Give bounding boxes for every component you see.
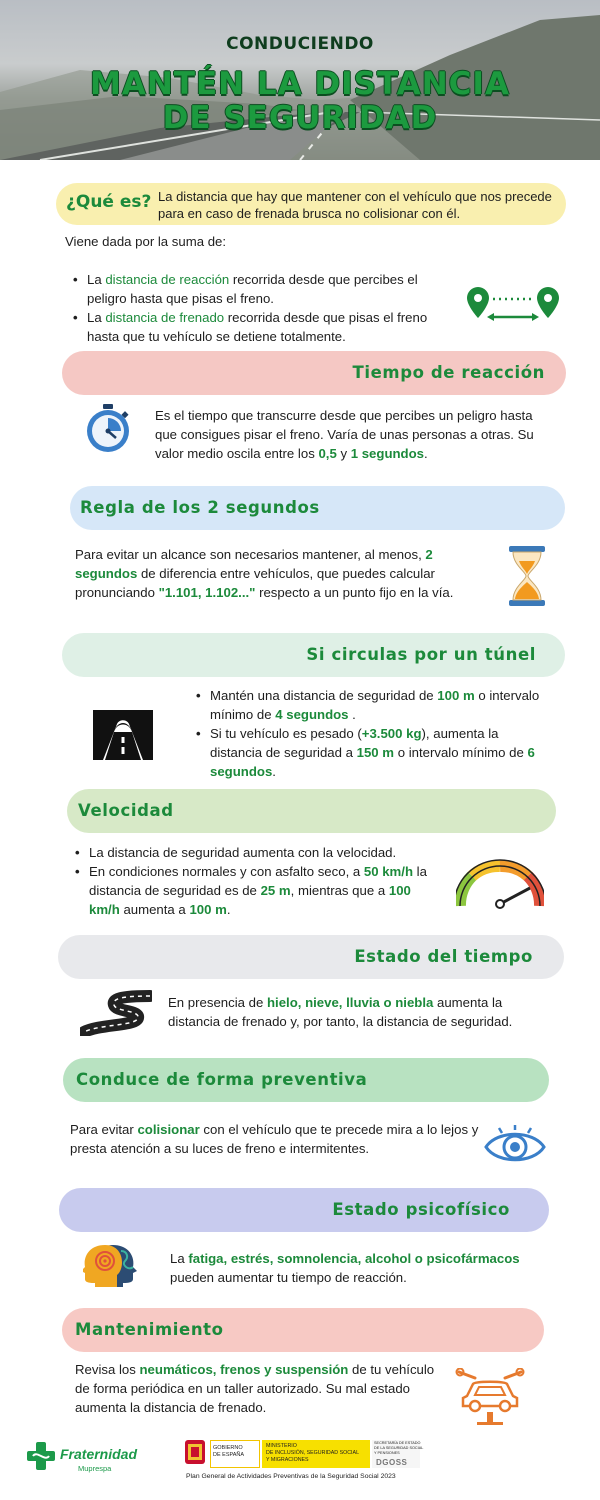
fraternidad-brand: Fraternidad [60, 1446, 138, 1462]
gov-label: GOBIERNO DE ESPAÑA [213, 1445, 245, 1458]
psychophysical-text: La fatiga, estrés, somnolencia, alcohol o psicofármacos pueden aumentar tu tiempo de reacción. [170, 1251, 520, 1285]
page-title-line1: MANTÉN LA DISTANCIA [90, 66, 510, 102]
sum-list [73, 270, 453, 346]
ministry-label: MINISTERIO DE INCLUSIÓN, SEGURIDAD SOCIAL Y MIGRACIONES [266, 1443, 360, 1463]
section-title-weather: Estado del tiempo [354, 947, 533, 966]
distance-pins-icon [460, 284, 565, 324]
speed-list [75, 843, 445, 919]
weather-text: En presencia de hielo, nieve, lluvia o niebla aumenta la distancia de frenado y, por tanto, la distancia de seguridad. [168, 995, 513, 1029]
tunnel-icon [93, 710, 153, 760]
section-title-maintenance: Mantenimiento [75, 1320, 224, 1339]
dgoss-logo: DGOSS [376, 1458, 408, 1467]
preventive-text: Para evitar colisionar con el vehículo que te precede mira a lo lejos y presta atención a su luces de freno e intermitentes. [70, 1122, 479, 1156]
car-repair-icon [455, 1368, 525, 1426]
list-item: • La distancia de frenado recorrida desde que pisas el freno hasta que tu vehículo se detiene totalmente. [73, 308, 453, 346]
hourglass-icon [508, 545, 546, 607]
maintenance-text: Revisa los neumáticos, frenos y suspensión de tu vehículo de forma periódica en un taller autorizado. Su mal estado aumenta la distancia de frenado. [75, 1362, 435, 1415]
list-item: • La distancia de reacción recorrida desde que percibes el peligro hasta que pisas el freno. [73, 270, 453, 308]
eye-icon [483, 1124, 547, 1170]
list-item: • Mantén una distancia de seguridad de 100 m o intervalo mínimo de 4 segundos . [196, 686, 546, 724]
fraternidad-logo-mark [25, 1440, 55, 1470]
page-title-line2: DE SEGURIDAD [162, 100, 438, 136]
section-title-psychophysical: Estado psicofísico [332, 1200, 510, 1219]
section-title-two-second-rule: Regla de los 2 segundos [80, 498, 320, 517]
definition-label: ¿Qué es? [66, 192, 152, 212]
two-second-rule-text: Para evitar un alcance son necesarios mantener, al menos, 2 segundos de diferencia entre vehículos, que puedes calcular pronunciando "1.101, 1.102..." respecto a un punto fijo en la vía. [75, 547, 454, 600]
tunnel-list [196, 686, 546, 781]
secretariat-label: SECRETARÍA DE ESTADO DE LA SEGURIDAD SOCIAL Y PENSIONES [374, 1441, 424, 1455]
fraternidad-brand-sub: Muprespa [78, 1464, 112, 1473]
section-title-reaction-time: Tiempo de reacción [352, 363, 545, 382]
winding-road-icon [80, 990, 152, 1036]
stopwatch-icon [82, 402, 134, 454]
head-profiles-icon [83, 1241, 151, 1287]
speedometer-icon [456, 852, 544, 910]
definition-text: La distancia que hay que mantener con el vehículo que nos precede para en caso de frenada brusca no colisionar con él. [158, 189, 552, 221]
reaction-time-text: Es el tiempo que transcurre desde que percibes un peligro hasta que consigues pisar el freno. Varía de unas personas a otras. Su valor medio oscila entre los 0,5 y 1 segundos. [155, 408, 534, 461]
section-title-tunnel: Si circulas por un túnel [306, 645, 536, 664]
list-item: • La distancia de seguridad aumenta con la velocidad. [75, 843, 445, 862]
list-item: • Si tu vehículo es pesado (+3.500 kg), aumenta la distancia de seguridad a 150 m o intervalo mínimo de 6 segundos. [196, 724, 546, 781]
section-title-speed: Velocidad [78, 801, 174, 820]
section-title-preventive: Conduce de forma preventiva [76, 1070, 368, 1089]
plan-caption: Plan General de Actividades Preventivas de la Seguridad Social 2023 [186, 1473, 396, 1480]
list-item: • En condiciones normales y con asfalto seco, a 50 km/h la distancia de seguridad es de 25 m, mientras que a 100 km/h aumenta a 100 m. [75, 862, 445, 919]
spain-coat-of-arms [183, 1438, 207, 1466]
header-kicker: CONDUCIENDO [226, 34, 374, 54]
sum-intro: Viene dada por la suma de: [65, 234, 227, 249]
